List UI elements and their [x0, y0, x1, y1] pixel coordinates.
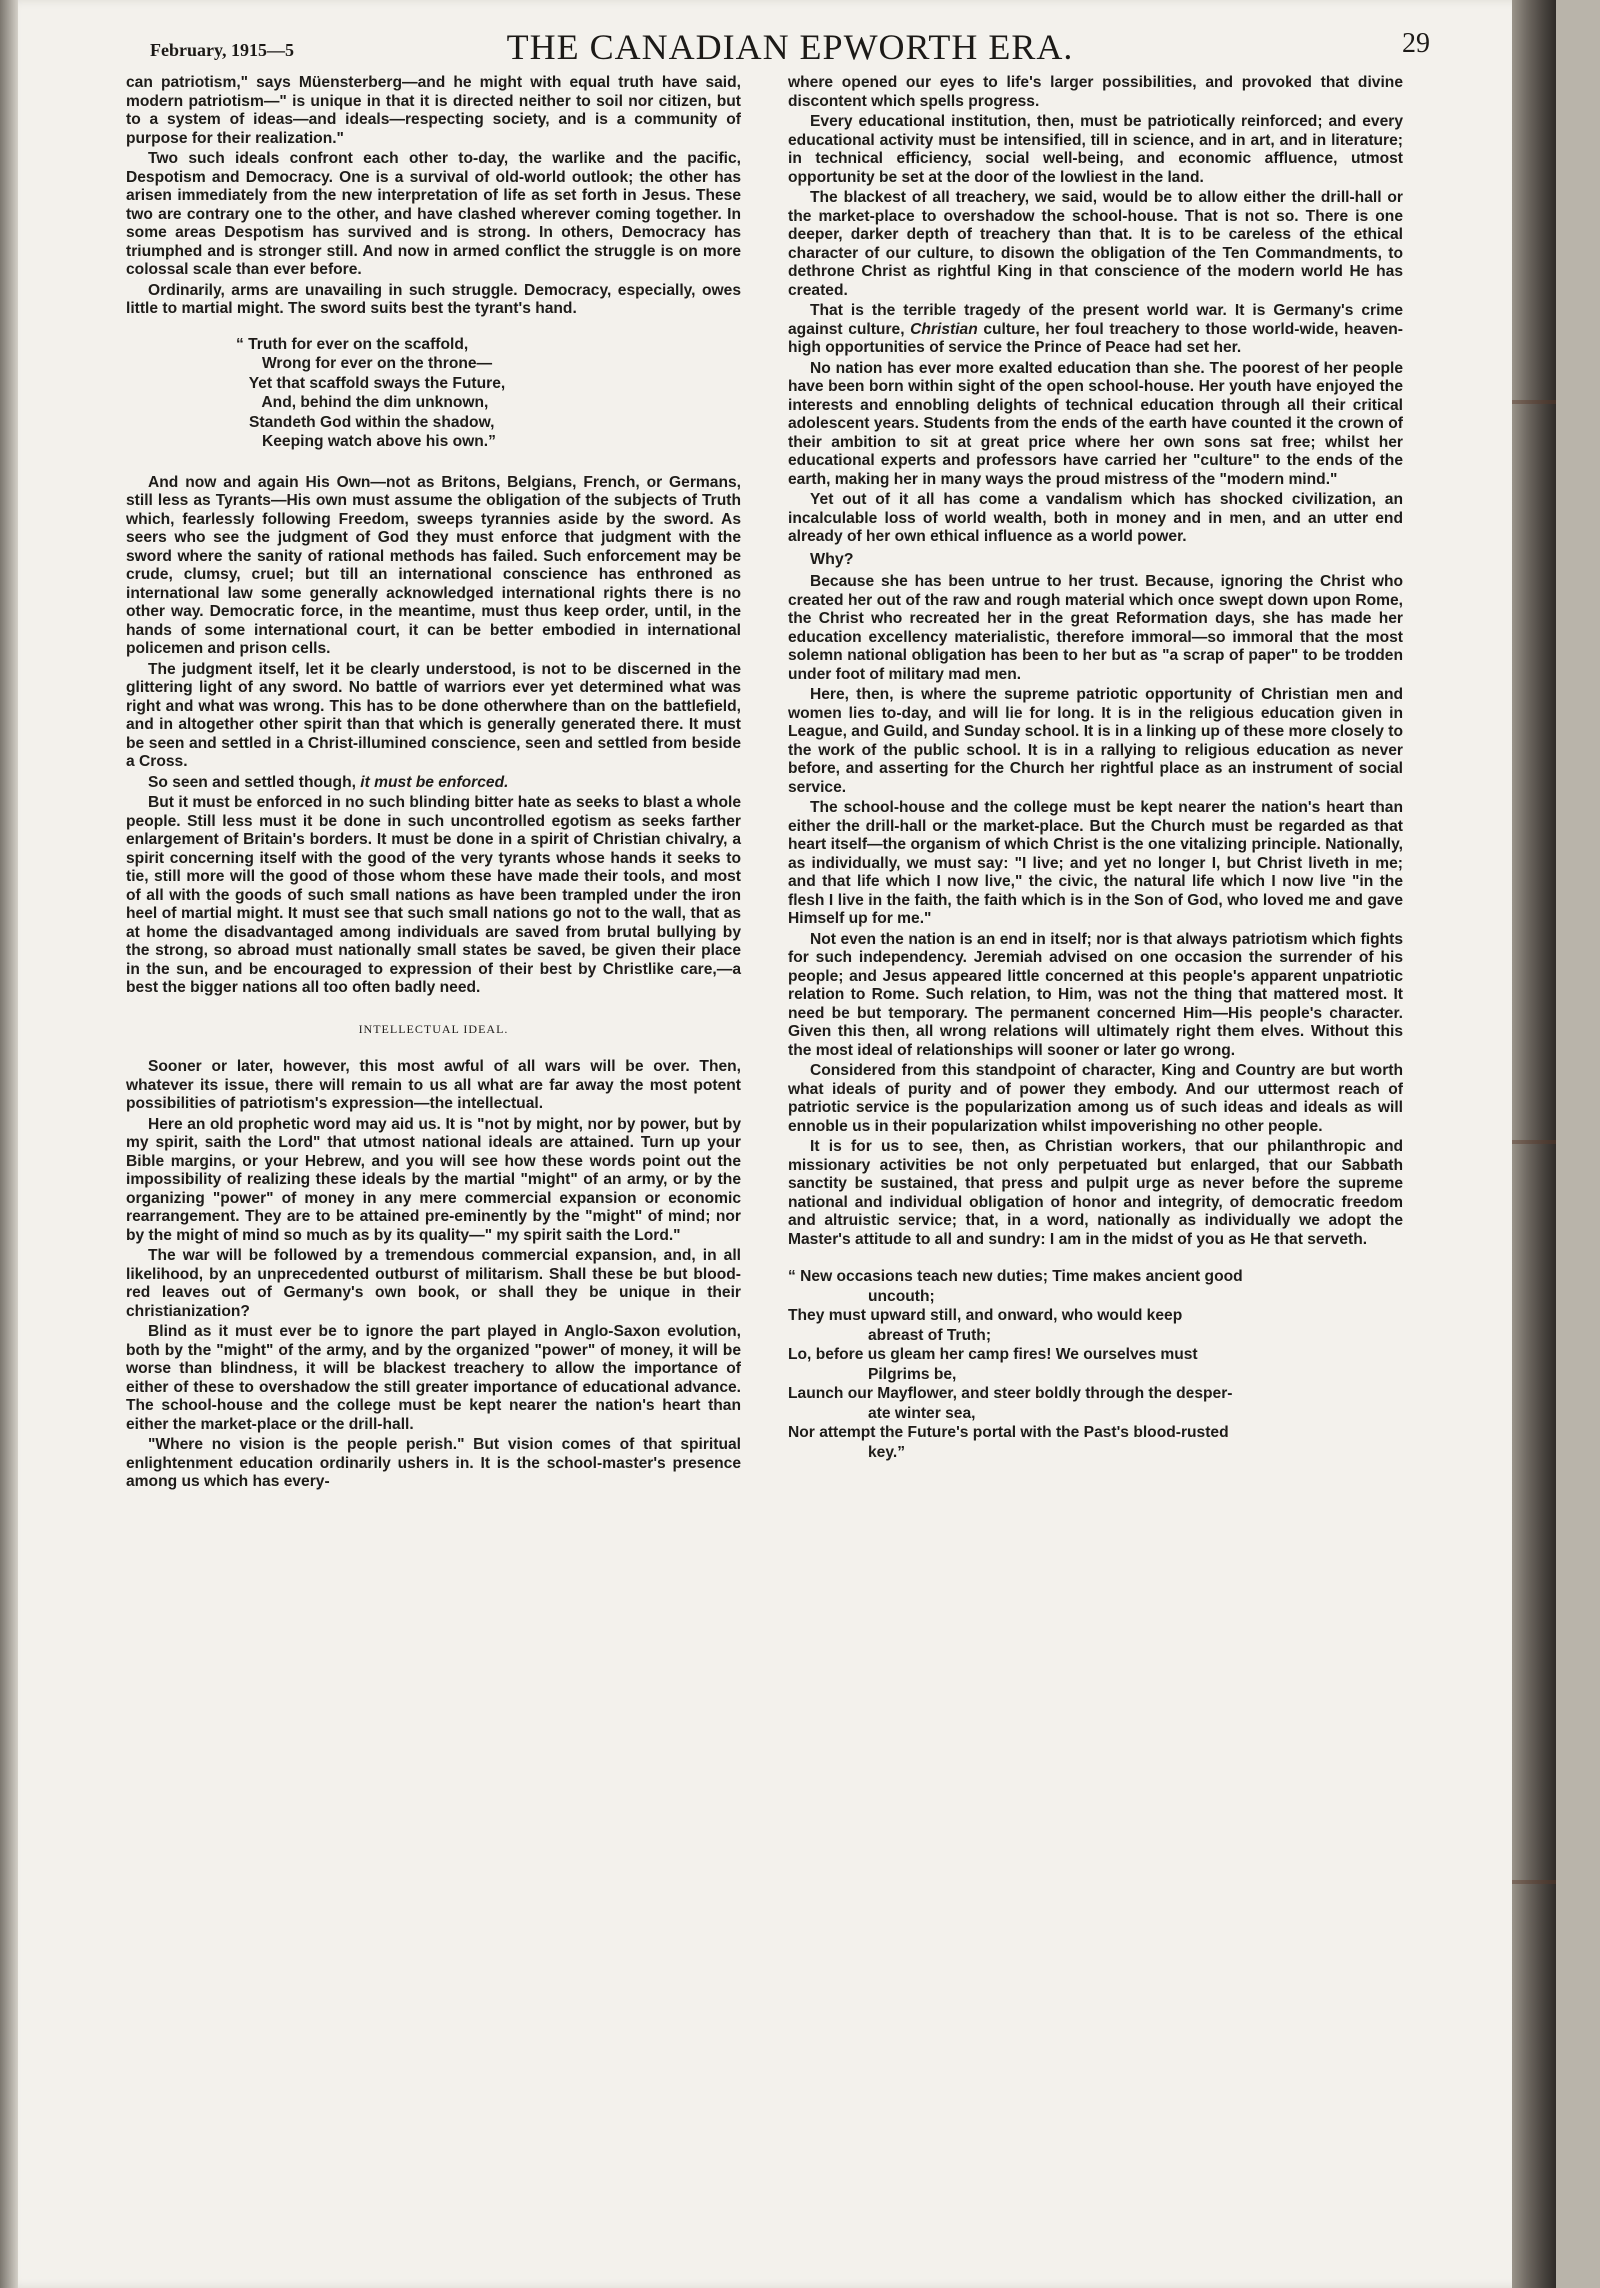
running-head [130, 22, 1450, 72]
paragraph: Yet out of it all has come a vandalism which has shocked civilization, an incalculable loss of world wealth, both in money and in men, and an utter end already of her own ethical influence as a world power. [788, 491, 1403, 545]
paragraph: Ordinarily, arms are unavailing in such struggle. Democracy, especially, owes little to martial might. The sword suits best the tyrant's hand. [126, 281, 741, 317]
paragraph: The war will be followed by a tremendous commercial expansion, and, in all likelihood, by an unprecedented outburst of militarism. Shall these be but blood-red leaves out of Germany's own book, or shall they be unique in their christianization? [126, 1247, 741, 1320]
section-heading: INTELLECTUAL IDEAL. [358, 1021, 509, 1036]
paragraph: Sooner or later, however, this most awful of all wars will be over. Then, whatever its issue, there will remain to us all what are far away the most potent possibilities of patriotism's expression—the intellectual. [126, 1058, 741, 1112]
poem-quotation [126, 335, 741, 452]
poem-line: Keeping watch above his own.” [236, 433, 496, 450]
poem-line-continuation: ate winter sea, [868, 1404, 976, 1422]
paragraph: where opened our eyes to life's larger possibilities, and provoked that divine discontent which spells progress. [788, 74, 1403, 110]
paragraph: And now and again His Own—not as Britons, Belgians, French, or Germans, still less as Tyrants—His own must assume the obligation of the subjects of Truth which, fearlessly following Freedom, sweeps tyrannies aside by the sword. As seers who see the judgment of God they must enforce that judgment with the sword where the sanity of rational methods has failed. Such enforcement may be crude, clumsy, cruel; but till an international conscience has enthroned as international law some generally acknowledged international rights there is no other way. Democratic force, in the meantime, must thus keep order, until, in the hands of some international court, it can be better embodied in international policemen and prison cells. [126, 473, 741, 657]
page-left-edge [0, 0, 18, 2288]
poem-line: “ Truth for ever on the scaffold, [236, 335, 469, 353]
paragraph: Here, then, is where the supreme patriotic opportunity of Christian men and women lies to-day, and will lie for long. It is in the religious education given in League, and Guild, and Sunday school. It is in a linking up of these more closely to the work of the public school. It is in a rallying to religious education as never before, and asserting for the Church her rightful place as an instrument of social service. [788, 686, 1403, 796]
paragraph: Every educational institution, then, must be patriotically reinforced; and every educational activity must be intensified, till in science, and in art, and in literature; in technical efficiency, social well-being, and economic affluence, utmost opportunity be set at the door of the lowliest in the land. [788, 113, 1403, 186]
binding-band [1512, 400, 1556, 404]
poem-line-continuation: Pilgrims be, [868, 1365, 957, 1383]
poem-line: Wrong for ever on the throne— [236, 355, 493, 372]
emphasis: it must be enforced. [360, 773, 509, 791]
poem-line: Launch our Mayflower, and steer boldly through the desper- [788, 1385, 1233, 1402]
poem-line: Lo, before us gleam her camp fires! We ourselves must [788, 1346, 1198, 1363]
poem-line: “ New occasions teach new duties; Time makes ancient good [788, 1268, 1243, 1285]
text-run: That is the terrible tragedy of the present world war. It is Germany's crime against culture, [788, 302, 1403, 338]
poem-line: And, behind the dim unknown, [236, 394, 489, 411]
paragraph: The judgment itself, let it be clearly understood, is not to be discerned in the glittering light of any sword. No battle of warriors ever yet determined what was right and what was wrong. This has to be done otherwhere than on the battlefield, and in altogether other spirit than that which is generally generated there. It must be seen and settled in a Christ-illumined conscience, seen and settled from beside a Cross. [126, 660, 741, 770]
binding-band [1512, 1880, 1556, 1884]
text-run: So seen and settled though, [148, 773, 356, 791]
poem-line: Nor attempt the Future's portal with the Past's blood-rusted [788, 1424, 1229, 1441]
paragraph: "Where no vision is the people perish." But vision comes of that spiritual enlightenment education ordinarily ushers in. It is the school-master's presence among us which has every- [126, 1436, 741, 1490]
paragraph: But it must be enforced in no such blinding bitter hate as seeks to blast a whole people. Still less must it be done in such uncontrolled egotism as seeks farther enlargement of Britain's borders. It must be done in a spirit of Christian chivalry, a spirit concerning itself with the good of the very tyrants whose hands it seeks to tie, still more will the good of those whom these have made their tools, and most of all with the goods of such small nations as have been trampled under the iron heel of martial might. It must see that such small nations go not to the wall, that as at home the disadvantaged among individuals are saved from brutal bullying by the strong, so abroad must nationally small states be saved, be given their place in the sun, and be encouraged to expression of their best by Christlike care,—a best the bigger nations all too often badly need. [126, 794, 741, 996]
paragraph: The school-house and the college must be kept nearer the nation's heart than either the drill-hall or the market-place. But the Church must be regarded as that heart itself—the organism of which Christ is the one vitalizing principle. Nationally, as individually, we must say: "I live; and yet no longer I, but Christ liveth in me; and that life which I now live," the civic, the natural life which I now live "in the flesh I live in the faith, the faith which is in the Son of God, who loved me and gave Himself up for me." [788, 799, 1403, 927]
why-heading: Why? [810, 550, 854, 568]
right-column [788, 74, 1403, 1462]
poem-line-continuation: uncouth; [868, 1287, 935, 1305]
issue-date: February, 1915—5 [150, 40, 294, 60]
poem-line: Yet that scaffold sways the Future, [236, 374, 506, 392]
poem-line: Standeth God within the shadow, [236, 413, 495, 431]
paragraph [126, 774, 741, 793]
left-column [126, 74, 741, 1494]
poem-line-continuation: abreast of Truth; [868, 1326, 992, 1344]
binding-band [1512, 1140, 1556, 1144]
book-binding-edge [1512, 0, 1556, 2288]
page-number: 29 [1402, 28, 1430, 59]
poem-line: They must upward still, and onward, who would keep [788, 1307, 1183, 1324]
paragraph: Because she has been untrue to her trust. Because, ignoring the Christ who created her out of the raw and rough material which once swept down upon Rome, the Christ who recreated her in the great Reformation days, she has made her education excellency materialistic, therefore immoral—so immoral that the most solemn national obligation has been to her but as "a scrap of paper" to be trodden under foot of military mad men. [788, 573, 1403, 683]
magazine-page [18, 0, 1556, 2288]
paragraph: Not even the nation is an end in itself; nor is that always patriotism which fights for such independency. Jeremiah advised on one occasion the surrender of his people; and Jesus appeared little concerned at this people's apparent unpatriotic relation to Rome. Such relation, to Him, was not the thing that mattered most. It need be but temporary. The permanent concerned Him—His people's character. Given this then, all wrong relations will ultimately right them elves. Without this the most ideal of relationships will sooner or later go wrong. [788, 930, 1403, 1059]
poem-line-continuation: key.” [868, 1443, 905, 1461]
paragraph: can patriotism," says Müensterberg—and he might with equal truth have said, modern patriotism—" is unique in that it is directed neither to soil nor citizen, but to a system of ideas—and ideals—respecting society, and is a community of purpose for their realization." [126, 74, 741, 147]
emphasis: Christian [910, 320, 978, 338]
paragraph: No nation has ever more exalted education than she. The poorest of her people have been born within sight of the open school-house. Her youth have enjoyed the interests and ennobling delights of technical education through all their critical adolescent years. Students from the ends of the earth have counted it the crown of their ambition to sit at great price where her own sons sat free; whilst her educational experts and professors have carried her "culture" to the ends of the earth, making her in many ways the proud mistress of the "modern mind." [788, 359, 1403, 488]
journal-title: THE CANADIAN EPWORTH ERA. [506, 27, 1074, 67]
closing-poem [788, 1267, 1403, 1462]
text-run: culture, her foul treachery to those world-wide, heaven-high opportunities of service the Prince of Peace had set her. [788, 320, 1403, 356]
paragraph: Blind as it must ever be to ignore the part played in Anglo-Saxon evolution, both by the "might" of the army, and by the organized "power" of money, it will be worse than blindness, it will be blackest treachery to allow the importance of either of these to overshadow the still greater importance of educational advance. The school-house and the college must be kept nearer the nation's heart than either the market-place or the drill-hall. [126, 1323, 741, 1433]
paragraph: Considered from this standpoint of character, King and Country are but worth what ideals of purity and of power they embody. And our uttermost reach of patriotic service is the popularization among us of such ideas and ideals as will ennoble us in their popularization whilst impoverishing no other people. [788, 1062, 1403, 1135]
paragraph [788, 302, 1403, 358]
paragraph: Two such ideals confront each other to-day, the warlike and the pacific, Despotism and Democracy. One is a survival of old-world outlook; the other has arisen immediately from the new interpretation of life as set forth in Jesus. These two are contrary one to the other, and have clashed wherever coming together. In some areas Despotism has survived and is strong. In others, Democracy has triumphed and is stronger still. And now in armed conflict the struggle is on more colossal scale than ever before. [126, 150, 741, 278]
paragraph: The blackest of all treachery, we said, would be to allow either the drill-hall or the market-place to overshadow the school-house. That is not so. There is one deeper, darker depth of treachery than that. It is to be careless of the ethical character of our culture, to disown the obligation of the Ten Commandments, to dethrone Christ as rightful King in that conscience of the modern world He has created. [788, 189, 1403, 299]
paragraph: Here an old prophetic word may aid us. It is "not by might, nor by power, but by my spirit, saith the Lord" that utmost national ideals are attained. Turn up your Bible margins, or your Hebrew, and you will see how these words point out the impossibility of realizing these ideals by the martial "might" of an army, or by the organizing "power" of money in any mere commercial expansion or economic rearrangement. They are to be attained pre-eminently by the "might" of mind; nor by the might of mind so much as by its quality—" my spirit saith the Lord." [126, 1115, 741, 1244]
paragraph: It is for us to see, then, as Christian workers, that our philanthropic and missionary activities be not only perpetuated but enlarged, that our Sabbath sanctity be sustained, that press and pulpit urge as never before the supreme national and individual obligation of honor and integrity, of democratic freedom and altruistic service; that, in a word, nationally as individually we adopt the Master's attitude to all and sundry: I am in the midst of you as He that serveth. [788, 1138, 1403, 1248]
